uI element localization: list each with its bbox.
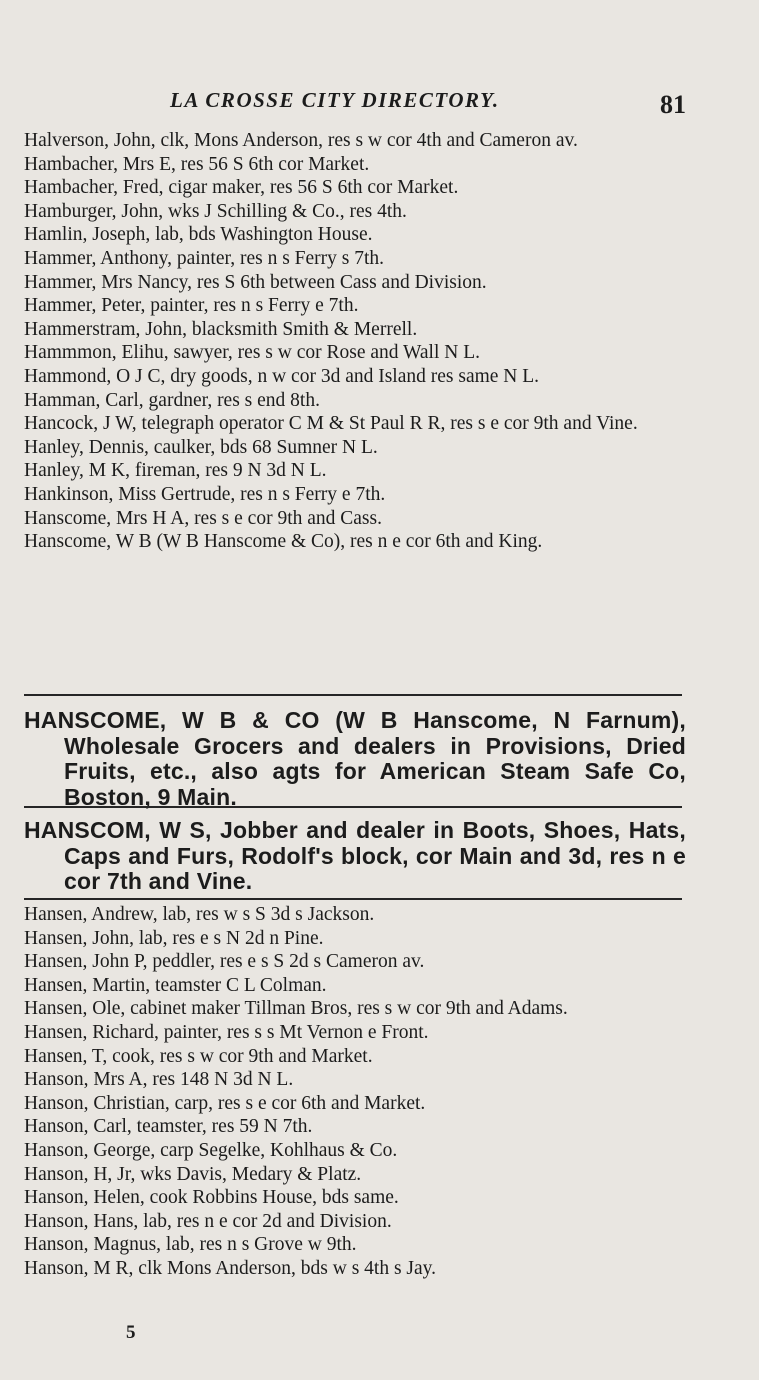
directory-entry: Hansen, John, lab, res e s N 2d n Pine. xyxy=(24,927,324,949)
directory-entry: Hanscome, Mrs H A, res s e cor 9th and Cass. xyxy=(24,507,382,529)
directory-entry: Hamlin, Joseph, lab, bds Washington House. xyxy=(24,224,373,246)
directory-entry: Hansen, John P, peddler, res e s S 2d s Cameron av. xyxy=(24,951,425,973)
directory-entry: Hankinson, Miss Gertrude, res n s Ferry e 7th. xyxy=(24,483,386,505)
directory-entry: Hanson, M R, clk Mons Anderson, bds w s 4th s Jay. xyxy=(24,1257,437,1279)
directory-entry: Hanson, H, Jr, wks Davis, Medary & Platz. xyxy=(24,1163,362,1185)
directory-entry: Hansen, Andrew, lab, res w s S 3d s Jackson. xyxy=(24,904,375,925)
directory-entry: Hanson, Christian, carp, res s e cor 6th and Market. xyxy=(24,1092,426,1114)
directory-entry: Hanson, Magnus, lab, res n s Grove w 9th. xyxy=(24,1234,357,1256)
entries-before-ads xyxy=(24,129,692,554)
directory-entry: Hanson, Carl, teamster, res 59 N 7th. xyxy=(24,1116,313,1138)
advertisement-hanscome-co: HANSCOME, W B & CO (W B Hanscome, N Farnum), Wholesale Grocers and dealers in Provisions, Dried Fruits, etc., also agts for American Steam Safe Co, Boston, 9 Main. xyxy=(24,707,686,810)
directory-entry: Hamman, Carl, gardner, res s end 8th. xyxy=(24,389,320,411)
divider-rule xyxy=(24,694,682,696)
divider-rule xyxy=(24,898,682,900)
directory-entry: Hanson, George, carp Segelke, Kohlhaus & Co. xyxy=(24,1139,398,1161)
directory-entry: Hansen, Richard, painter, res s s Mt Vernon e Front. xyxy=(24,1021,429,1043)
directory-entry: Hammer, Peter, painter, res n s Ferry e 7th. xyxy=(24,295,359,317)
directory-entry: Hanscome, W B (W B Hanscome & Co), res n e cor 6th and King. xyxy=(24,531,543,553)
directory-entry: Hammond, O J C, dry goods, n w cor 3d and Island res same N L. xyxy=(24,365,540,387)
directory-entry: Hansen, Ole, cabinet maker Tillman Bros, res s w cor 9th and Adams. xyxy=(24,998,568,1020)
directory-entry: Hammerstram, John, blacksmith Smith & Merrell. xyxy=(24,318,418,340)
directory-entry: Hancock, J W, telegraph operator C M & St Paul R R, res s e cor 9th and Vine. xyxy=(24,413,638,435)
directory-entry: Hambacher, Fred, cigar maker, res 56 S 6th cor Market. xyxy=(24,177,459,199)
directory-entry: Hansen, T, cook, res s w cor 9th and Market. xyxy=(24,1045,373,1067)
directory-entry: Hanson, Hans, lab, res n e cor 2d and Division. xyxy=(24,1210,392,1232)
entries-after-ads xyxy=(24,903,692,1281)
directory-entry: Hammer, Anthony, painter, res n s Ferry s 7th. xyxy=(24,247,385,269)
directory-entry: Hanson, Mrs A, res 148 N 3d N L. xyxy=(24,1069,294,1091)
advertisement-hanscom: HANSCOM, W S, Jobber and dealer in Boots, Shoes, Hats, Caps and Furs, Rodolf's block, cor Main and 3d, res n e cor 7th and Vine. xyxy=(24,817,686,895)
directory-entry: Hanson, Helen, cook Robbins House, bds same. xyxy=(24,1187,399,1209)
directory-entry: Hammer, Mrs Nancy, res S 6th between Cass and Division. xyxy=(24,271,487,293)
directory-entry: Hanley, Dennis, caulker, bds 68 Sumner N L. xyxy=(24,436,378,458)
running-head: LA CROSSE CITY DIRECTORY. xyxy=(170,88,500,112)
directory-entry: Hamburger, John, wks J Schilling & Co., res 4th. xyxy=(24,200,407,222)
page-number: 81 xyxy=(660,90,686,119)
signature-mark: 5 xyxy=(126,1322,136,1343)
directory-entry: Hanley, M K, fireman, res 9 N 3d N L. xyxy=(24,460,327,482)
directory-entry: Hambacher, Mrs E, res 56 S 6th cor Market. xyxy=(24,153,370,175)
directory-entry: Hammmon, Elihu, sawyer, res s w cor Rose and Wall N L. xyxy=(24,342,480,364)
directory-entry: Halverson, John, clk, Mons Anderson, res s w cor 4th and Cameron av. xyxy=(24,130,578,151)
directory-entry: Hansen, Martin, teamster C L Colman. xyxy=(24,974,327,996)
divider-rule xyxy=(24,806,682,808)
